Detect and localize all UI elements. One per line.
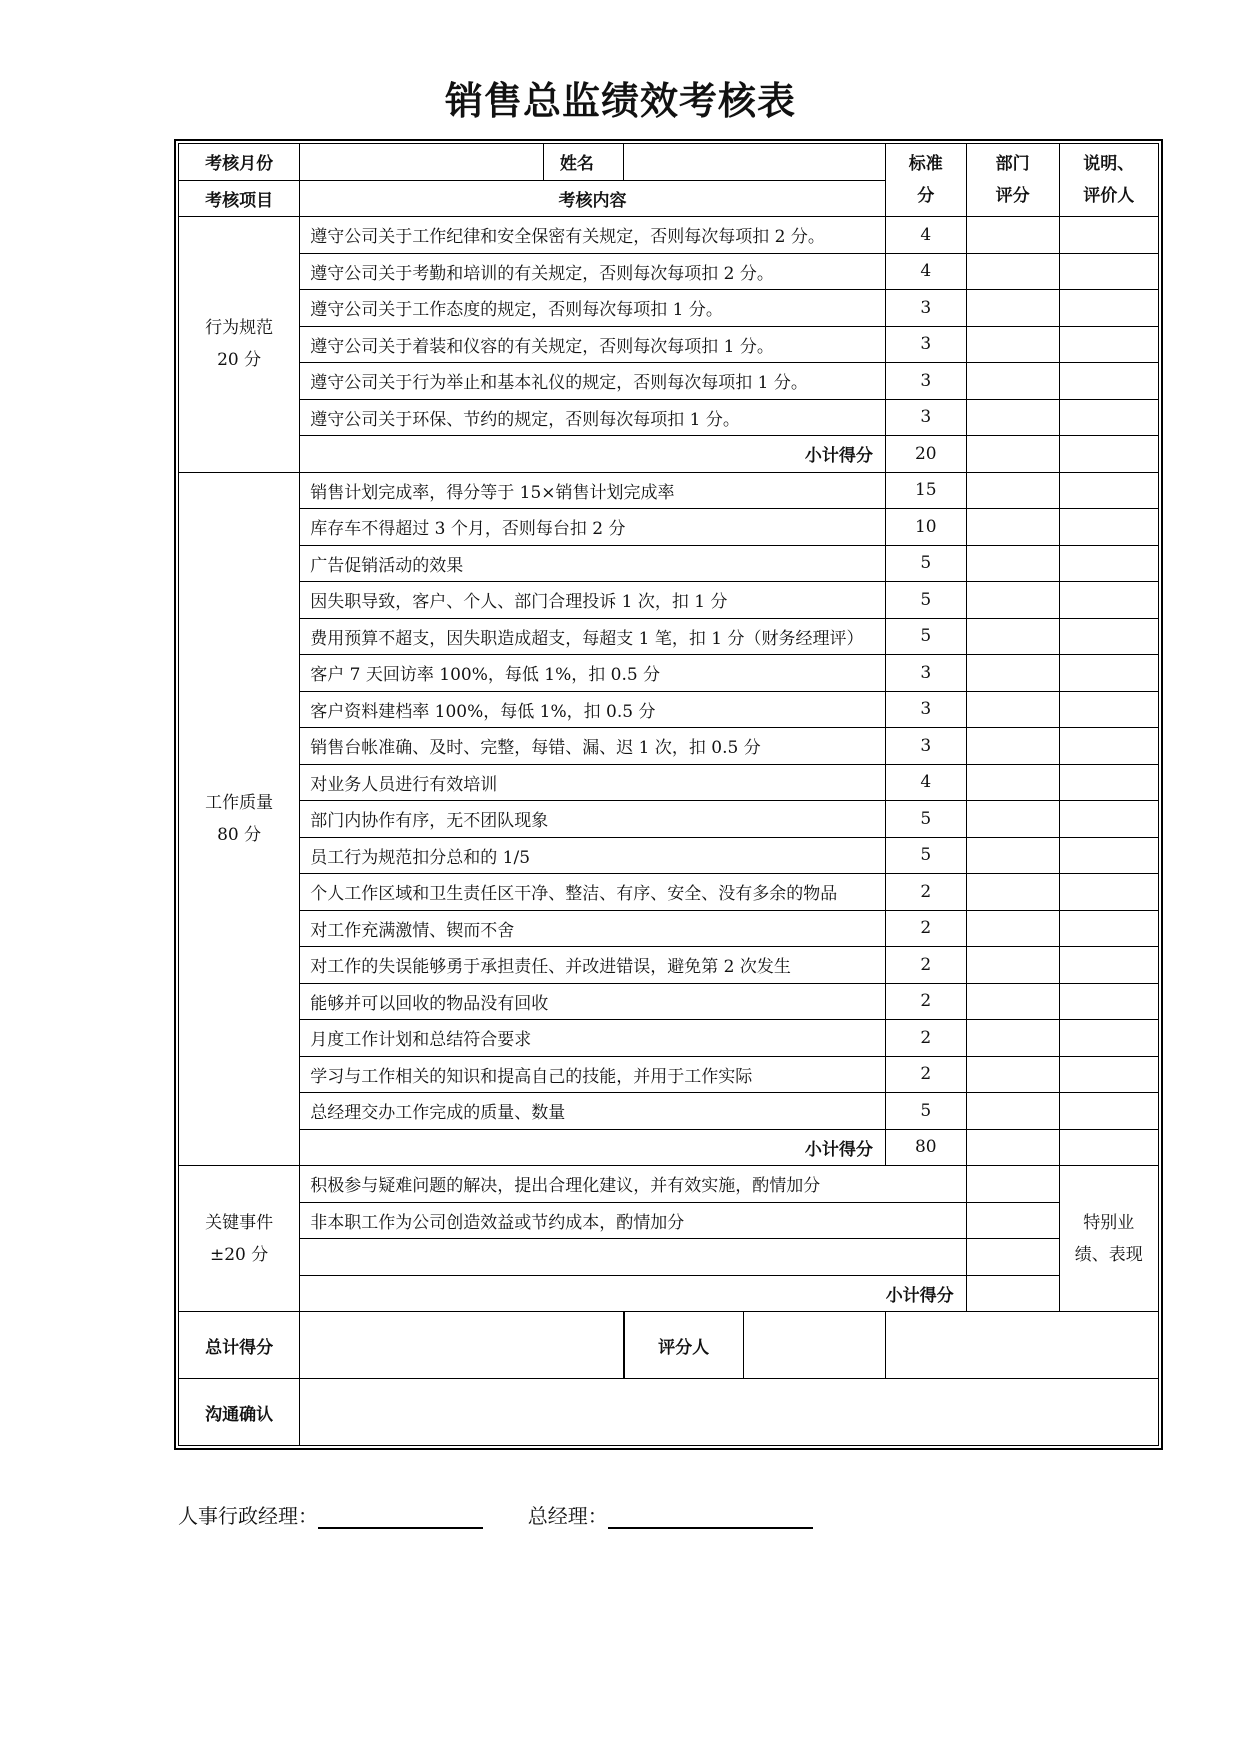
dept-score-cell[interactable] [966, 399, 1059, 436]
note-cell[interactable] [1059, 436, 1158, 473]
confirm-cell[interactable] [300, 1379, 1159, 1446]
dept-score-cell[interactable] [966, 1202, 1059, 1239]
key-events-note-line1: 特别业 [1083, 1212, 1135, 1233]
quality-score: 2 [885, 947, 966, 984]
behavior-category-line1: 行为规范 [205, 318, 274, 339]
note-cell[interactable] [1059, 1129, 1158, 1166]
std-score-header-line1: 标准 [908, 154, 943, 174]
quality-item: 费用预算不超支，因失职造成超支，每超支 1 笔，扣 1 分（财务经理评） [300, 618, 886, 655]
item-label: 考核项目 [179, 180, 300, 217]
quality-item: 总经理交办工作完成的质量、数量 [300, 1093, 886, 1130]
dept-score-cell[interactable] [966, 290, 1059, 327]
behavior-score: 3 [885, 399, 966, 436]
quality-item: 对工作的失误能够勇于承担责任、并改进错误，避免第 2 次发生 [300, 947, 886, 984]
dept-score-cell[interactable] [966, 326, 1059, 363]
key-events-note-line2: 绩、表现 [1074, 1244, 1143, 1265]
quality-score: 5 [885, 801, 966, 838]
note-cell[interactable] [1059, 837, 1158, 874]
note-cell[interactable] [1059, 618, 1158, 655]
quality-score: 4 [885, 764, 966, 801]
quality-category-line2: 80 分 [217, 824, 262, 845]
quality-score: 5 [885, 545, 966, 582]
note-cell[interactable] [1059, 545, 1158, 582]
behavior-item: 遵守公司关于工作纪律和安全保密有关规定，否则每次每项扣 2 分。 [300, 217, 886, 254]
behavior-score: 3 [885, 290, 966, 327]
note-cell[interactable] [1059, 1056, 1158, 1093]
quality-score: 15 [885, 472, 966, 509]
quality-category-line1: 工作质量 [205, 792, 274, 813]
dept-score-cell[interactable] [966, 1056, 1059, 1093]
note-cell[interactable] [1059, 399, 1158, 436]
key-events-subtotal-cell[interactable] [966, 1275, 1059, 1312]
note-cell[interactable] [1059, 217, 1158, 254]
quality-item: 客户 7 天回访率 100%，每低 1%，扣 0.5 分 [300, 655, 886, 692]
quality-item: 对工作充满激情、锲而不舍 [300, 910, 886, 947]
dept-score-cell[interactable] [966, 618, 1059, 655]
assessment-table-main [178, 143, 1159, 1446]
behavior-item: 遵守公司关于着装和仪容的有关规定，否则每次每项扣 1 分。 [300, 326, 886, 363]
dept-score-cell[interactable] [966, 253, 1059, 290]
month-input-cell[interactable] [300, 144, 544, 181]
dept-score-cell[interactable] [966, 217, 1059, 254]
note-cell[interactable] [1059, 326, 1158, 363]
behavior-score: 4 [885, 217, 966, 254]
note-cell[interactable] [1059, 947, 1158, 984]
quality-score: 5 [885, 837, 966, 874]
quality-score: 5 [885, 618, 966, 655]
page-title: 销售总监绩效考核表 [444, 79, 796, 123]
key-event-item: 非本职工作为公司创造效益或节约成本，酌情加分 [300, 1202, 966, 1239]
quality-item: 库存车不得超过 3 个月，否则每台扣 2 分 [300, 509, 886, 546]
key-events-category-line2: ±20 分 [209, 1244, 269, 1265]
quality-score: 5 [885, 582, 966, 619]
month-label: 考核月份 [179, 144, 300, 181]
quality-item: 个人工作区域和卫生责任区干净、整洁、有序、安全、没有多余的物品 [300, 874, 886, 911]
content-label: 考核内容 [300, 180, 886, 217]
quality-item: 客户资料建档率 100%，每低 1%，扣 0.5 分 [300, 691, 886, 728]
signature-footer [178, 1500, 813, 1529]
dept-score-cell[interactable] [966, 764, 1059, 801]
quality-score: 2 [885, 1020, 966, 1057]
quality-item: 销售台帐准确、及时、完整，每错、漏、迟 1 次，扣 0.5 分 [300, 728, 886, 765]
dept-score-cell[interactable] [966, 363, 1059, 400]
name-label: 姓名 [543, 144, 623, 181]
quality-item: 员工行为规范扣分总和的 1/5 [300, 837, 886, 874]
dept-score-cell[interactable] [966, 691, 1059, 728]
rater-cell-ext[interactable] [885, 1312, 1158, 1379]
note-cell[interactable] [1059, 728, 1158, 765]
behavior-item: 遵守公司关于行为举止和基本礼仪的规定，否则每次每项扣 1 分。 [300, 363, 886, 400]
quality-score: 10 [885, 509, 966, 546]
dept-score-cell[interactable] [966, 655, 1059, 692]
dept-score-cell[interactable] [966, 545, 1059, 582]
quality-item: 销售计划完成率，得分等于 15×销售计划完成率 [300, 472, 886, 509]
hr-manager-label: 人事行政经理： [178, 1504, 318, 1528]
dept-score-header [966, 144, 1059, 217]
note-cell[interactable] [1059, 874, 1158, 911]
behavior-category [179, 217, 300, 473]
quality-item: 学习与工作相关的知识和提高自己的技能，并用于工作实际 [300, 1056, 886, 1093]
quality-item: 部门内协作有序，无不团队现象 [300, 801, 886, 838]
total-score-cell[interactable] [300, 1312, 623, 1379]
quality-score: 3 [885, 691, 966, 728]
quality-score: 3 [885, 655, 966, 692]
quality-score: 2 [885, 910, 966, 947]
quality-item: 因失职导致，客户、个人、部门合理投诉 1 次，扣 1 分 [300, 582, 886, 619]
dept-score-cell[interactable] [966, 983, 1059, 1020]
dept-score-cell[interactable] [966, 1020, 1059, 1057]
dept-score-cell[interactable] [966, 1166, 1059, 1203]
dept-score-cell[interactable] [966, 1093, 1059, 1130]
total-label: 总计得分 [179, 1312, 300, 1379]
note-cell[interactable] [1059, 253, 1158, 290]
dept-score-cell[interactable] [966, 1129, 1059, 1166]
dept-score-cell[interactable] [966, 509, 1059, 546]
behavior-item: 遵守公司关于工作态度的规定，否则每次每项扣 1 分。 [300, 290, 886, 327]
note-cell[interactable] [1059, 509, 1158, 546]
name-input-cell[interactable] [623, 144, 885, 181]
dept-score-header-line2: 评分 [995, 186, 1030, 206]
dept-score-cell[interactable] [966, 801, 1059, 838]
quality-score: 2 [885, 874, 966, 911]
confirm-label: 沟通确认 [179, 1379, 300, 1446]
rater-label: 评分人 [625, 1312, 744, 1378]
note-header-line1: 说明、 [1083, 154, 1135, 174]
quality-score: 2 [885, 983, 966, 1020]
dept-score-cell[interactable] [966, 837, 1059, 874]
note-cell[interactable] [1059, 1020, 1158, 1057]
note-cell[interactable] [1059, 1093, 1158, 1130]
note-cell[interactable] [1059, 472, 1158, 509]
quality-item: 对业务人员进行有效培训 [300, 764, 886, 801]
behavior-subtotal-label: 小计得分 [300, 436, 886, 473]
dept-score-cell[interactable] [966, 582, 1059, 619]
note-cell[interactable] [1059, 910, 1158, 947]
quality-score: 2 [885, 1056, 966, 1093]
behavior-score: 4 [885, 253, 966, 290]
note-cell[interactable] [1059, 764, 1158, 801]
key-events-category [179, 1166, 300, 1312]
rater-cell[interactable] [744, 1312, 885, 1378]
quality-score: 5 [885, 1093, 966, 1130]
total-rater-group [623, 1312, 885, 1379]
note-cell[interactable] [1059, 801, 1158, 838]
key-event-item[interactable] [300, 1239, 966, 1276]
quality-category [179, 472, 300, 1166]
dept-score-cell[interactable] [966, 1239, 1059, 1276]
behavior-item: 遵守公司关于环保、节约的规定，否则每次每项扣 1 分。 [300, 399, 886, 436]
dept-score-header-line1: 部门 [995, 154, 1030, 174]
note-header [1059, 144, 1158, 217]
note-cell[interactable] [1059, 983, 1158, 1020]
behavior-item: 遵守公司关于考勤和培训的有关规定，否则每次每项扣 2 分。 [300, 253, 886, 290]
note-cell[interactable] [1059, 363, 1158, 400]
std-score-header [885, 144, 966, 217]
dept-score-cell[interactable] [966, 728, 1059, 765]
std-score-header-line2: 分 [917, 186, 935, 206]
dept-score-cell[interactable] [966, 472, 1059, 509]
hr-manager-signature-line[interactable] [318, 1505, 483, 1529]
behavior-category-line2: 20 分 [217, 350, 262, 371]
quality-item: 广告促销活动的效果 [300, 545, 886, 582]
quality-subtotal-score: 80 [885, 1129, 966, 1166]
quality-item: 能够并可以回收的物品没有回收 [300, 983, 886, 1020]
key-events-subtotal-label: 小计得分 [300, 1275, 966, 1312]
note-header-line2: 评价人 [1083, 186, 1135, 206]
note-cell[interactable] [1059, 290, 1158, 327]
key-event-item: 积极参与疑难问题的解决，提出合理化建议，并有效实施，酌情加分 [300, 1166, 966, 1203]
quality-item: 月度工作计划和总结符合要求 [300, 1020, 886, 1057]
dept-score-cell[interactable] [966, 436, 1059, 473]
key-events-note [1059, 1166, 1158, 1312]
dept-score-cell[interactable] [966, 947, 1059, 984]
dept-score-cell[interactable] [966, 874, 1059, 911]
key-events-category-line1: 关键事件 [205, 1212, 274, 1233]
note-cell[interactable] [1059, 582, 1158, 619]
general-manager-label: 总经理： [527, 1504, 608, 1528]
behavior-score: 3 [885, 363, 966, 400]
general-manager-signature-line[interactable] [608, 1505, 813, 1529]
note-cell[interactable] [1059, 691, 1158, 728]
quality-score: 3 [885, 728, 966, 765]
quality-subtotal-label: 小计得分 [300, 1129, 886, 1166]
note-cell[interactable] [1059, 655, 1158, 692]
dept-score-cell[interactable] [966, 910, 1059, 947]
behavior-subtotal-score: 20 [885, 436, 966, 473]
behavior-score: 3 [885, 326, 966, 363]
